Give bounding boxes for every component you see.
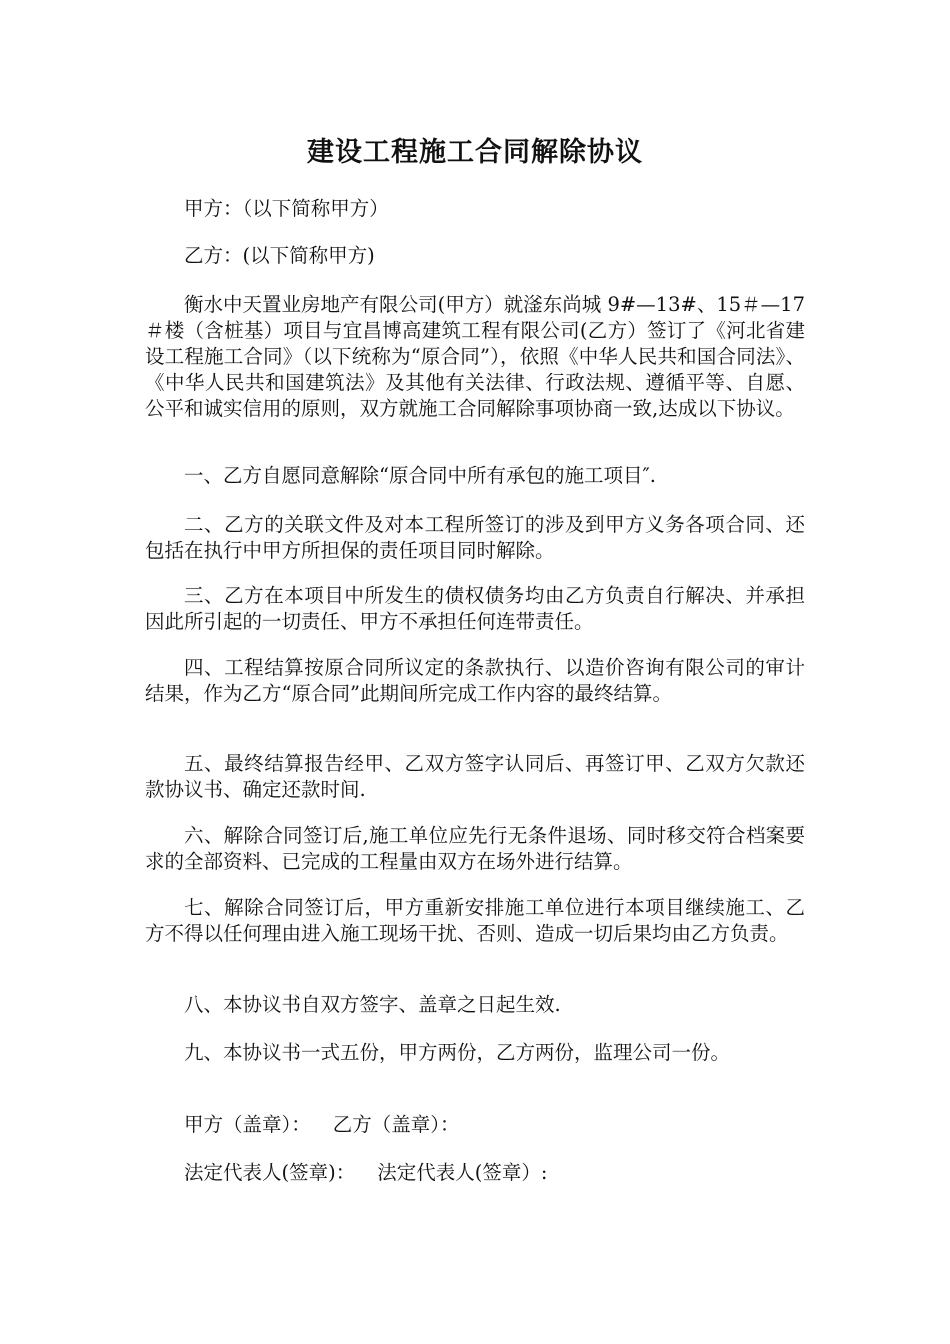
document-title: 建设工程施工合同解除协议 [307,137,643,168]
seal-line [184,1112,460,1138]
representative-line [184,1160,547,1186]
party-b-seal-label: 乙方（盖章）： [332,1113,460,1136]
intro-paragraph: 衡水中天置业房地产有限公司(甲方）就滏东尚城 9#—13#、15＃—17＃楼（含桩基）项目与宜昌博高建筑工程有限公司(乙方）签订了《河北省建设工程施工合同》（以下统称为“原合同”），依照《中华人民共和国合同法》、《中华人民共和国建筑法》及其他有关法律、行政法规、遵循平等、自愿、公平和诚实信用的原则，双方就施工合同解除事项协商一致,达成以下协议。 [145,293,805,420]
clause-7: 七、解除合同签订后，甲方重新安排施工单位进行本项目继续施工、乙方不得以任何理由进入施工现场干扰、否则、造成一切后果均由乙方负责。 [145,896,805,945]
clause-5: 五、最终结算报告经甲、乙双方签字认同后、再签订甲、乙双方欠款还款协议书、确定还款时间. [145,752,805,801]
party-a-line: 甲方：（以下简称甲方） [184,197,389,220]
clause-1: 一、乙方自愿同意解除“原合同中所有承包的施工项目″. [184,464,656,487]
clause-8: 八、本协议书自双方签字、盖章之日起生效. [184,993,561,1016]
clause-6: 六、解除合同签订后,施工单位应先行无条件退场、同时移交符合档案要求的全部资料、已完成的工程量由双方在场外进行结算。 [145,824,805,873]
party-b-rep-label: 法定代表人(签章）: [377,1161,548,1184]
clause-3: 三、乙方在本项目中所发生的债权债务均由乙方负责自行解决、并承担因此所引起的一切责任、甲方不承担任何连带责任。 [145,584,805,633]
clause-2: 二、乙方的关联文件及对本工程所签订的涉及到甲方义务各项合同、还包括在执行中甲方所担保的责任项目同时解除。 [145,513,805,562]
clause-4: 四、工程结算按原合同所议定的条款执行、以造价咨询有限公司的审计结果，作为乙方“原合同”此期间所完成工作内容的最终结算。 [145,656,805,705]
clause-9: 九、本协议书一式五份，甲方两份，乙方两份，监理公司一份。 [184,1041,731,1064]
party-a-seal-label: 甲方（盖章）： [184,1113,311,1136]
party-a-rep-label: 法定代表人(签章)： [184,1161,356,1184]
party-b-line: 乙方：(以下简称甲方) [184,244,375,267]
